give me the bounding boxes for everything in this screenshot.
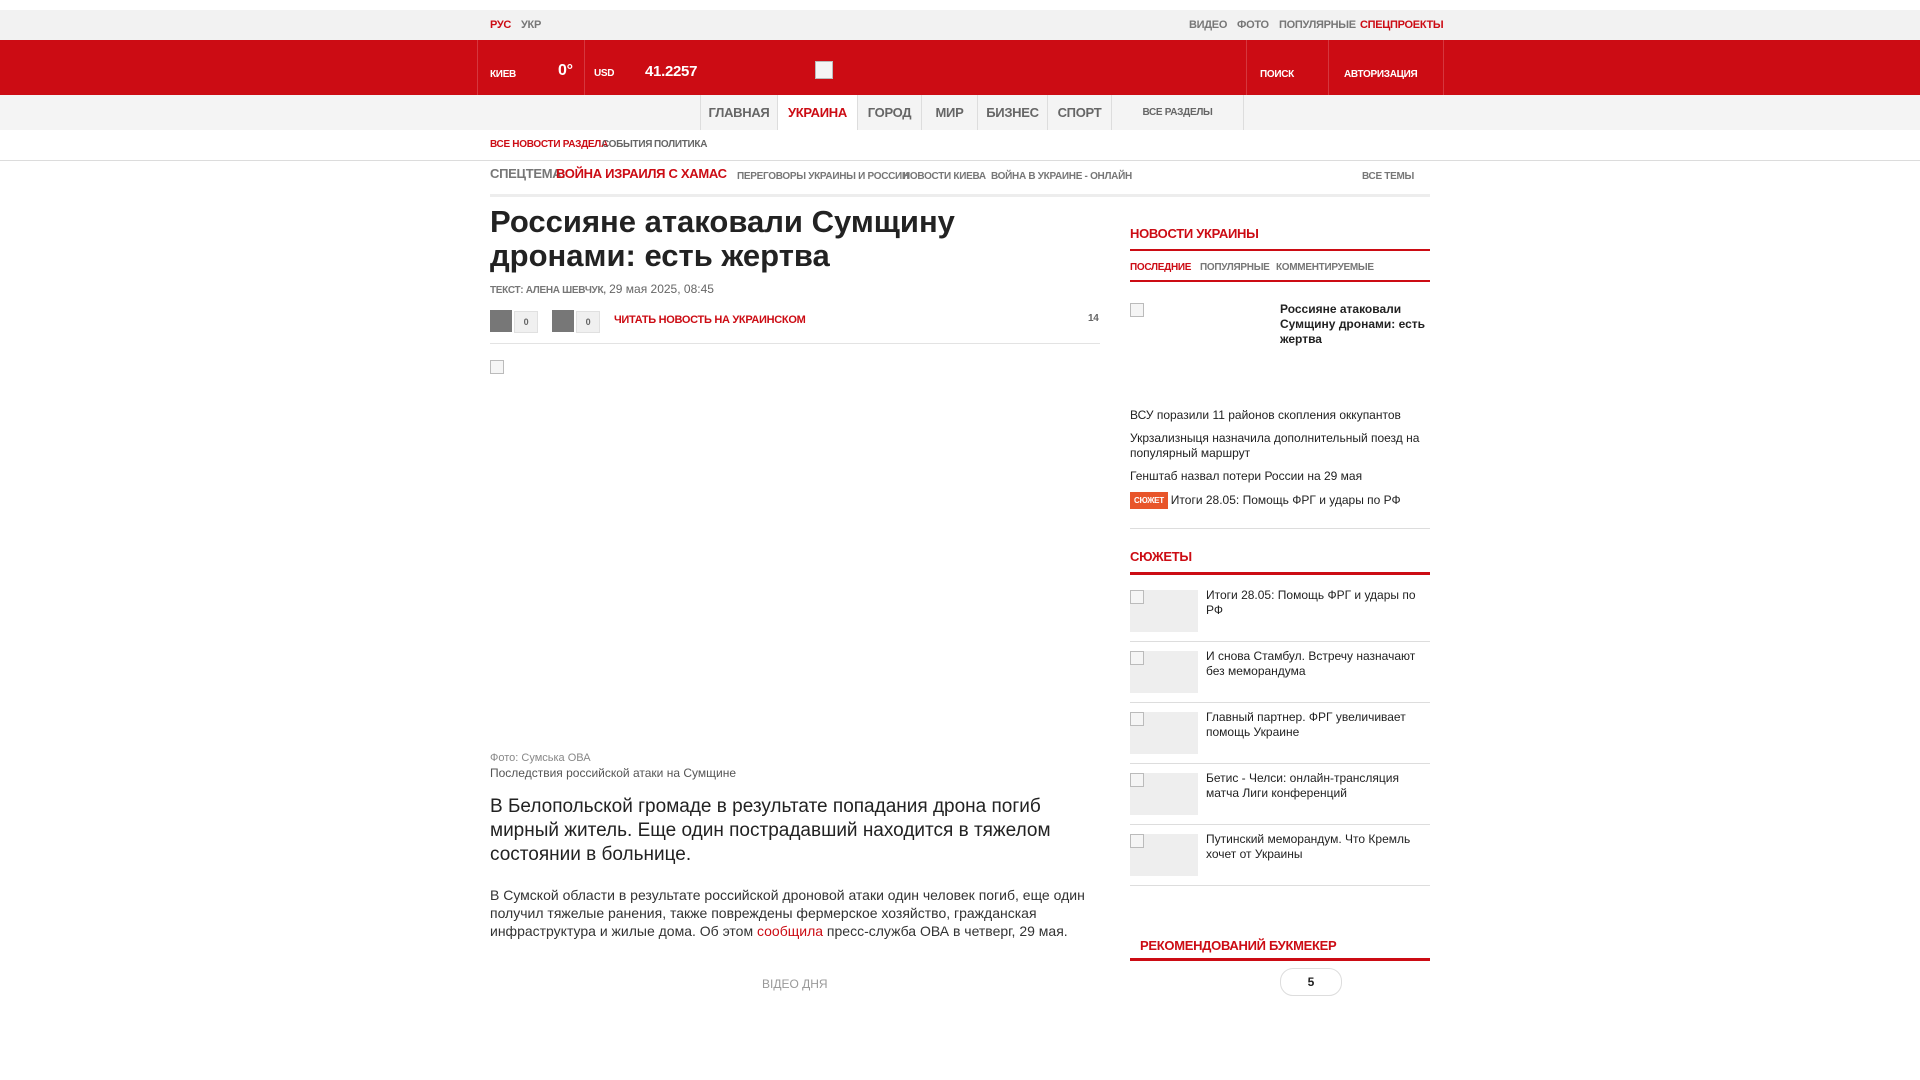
- header-bar: [0, 40, 1920, 95]
- share-facebook-button[interactable]: [490, 310, 512, 332]
- nav-all-sections[interactable]: ВСЕ РАЗДЕЛЫ: [1111, 95, 1244, 130]
- news-item[interactable]: Генштаб назвал потери России на 29 мая: [1130, 469, 1363, 483]
- story-item[interactable]: [1130, 641, 1430, 703]
- auth-button[interactable]: [1328, 40, 1444, 95]
- sidebar-news-heading: НОВОСТИ УКРАИНЫ: [1130, 226, 1259, 241]
- site-logo[interactable]: [815, 61, 833, 79]
- article-body: [490, 886, 1102, 940]
- section-subnav: [0, 130, 1920, 161]
- topic-kyiv-news-link[interactable]: НОВОСТИ КИЕВА: [903, 171, 986, 182]
- body-text-after: пресс-служба ОВА в четверг, 29 мая.: [823, 923, 1068, 939]
- news-item[interactable]: Укрзализныця назначила дополнительный поезд на популярный маршрут: [1130, 431, 1420, 460]
- main-nav: [0, 95, 1920, 131]
- video-link[interactable]: ВИДЕО: [1189, 19, 1228, 31]
- currency-label: USD: [594, 68, 615, 79]
- photo-caption: Последствия российской атаки на Сумщине: [490, 766, 736, 780]
- story-thumbnail: [1130, 773, 1198, 815]
- story-title: И снова Стамбул. Встречу назначают без меморандума: [1206, 649, 1416, 678]
- broken-image-icon: [490, 360, 504, 374]
- article-author: ТЕКСТ: АЛЕНА ШЕВЧУК,: [490, 285, 606, 296]
- story-title: Путинский меморандум. Что Кремль хочет от Украины: [1206, 832, 1411, 861]
- story-thumbnail: [1130, 651, 1198, 693]
- divider: [1130, 528, 1430, 529]
- nav-item-business[interactable]: БИЗНЕС: [977, 95, 1047, 130]
- news-item[interactable]: ВСУ поразили 11 районов скопления оккупантов: [1130, 408, 1401, 422]
- divider: [490, 343, 1100, 344]
- topic-war-online-link[interactable]: ВОЙНА В УКРАИНЕ - ОНЛАЙН: [991, 171, 1132, 182]
- story-item[interactable]: [1130, 702, 1430, 764]
- topic-main-link[interactable]: ВОЙНА ИЗРАИЛЯ С ХАМАС: [556, 166, 727, 181]
- bookmaker-rating-button[interactable]: 5: [1280, 968, 1342, 996]
- photo-credit: Фото: Сумська ОВА: [490, 752, 591, 764]
- views-count: 14: [1088, 313, 1099, 324]
- weather-widget[interactable]: [477, 40, 585, 95]
- currency-widget[interactable]: [584, 40, 705, 95]
- subnav-all-news[interactable]: ВСЕ НОВОСТИ РАЗДЕЛА: [490, 139, 608, 150]
- nav-item-main[interactable]: ГЛАВНАЯ: [700, 95, 777, 130]
- article-photo: [490, 360, 1100, 740]
- popular-link[interactable]: ПОПУЛЯРНЫЕ: [1279, 19, 1356, 31]
- nav-item-sport[interactable]: СПОРТ: [1047, 95, 1111, 130]
- article-byline: [490, 282, 714, 296]
- share-twitter-button[interactable]: [552, 310, 574, 332]
- broken-image-icon: [1130, 712, 1144, 726]
- story-thumbnail: [1130, 712, 1198, 754]
- divider: [1130, 572, 1430, 575]
- story-title: Главный партнер. ФРГ увеличивает помощь Украине: [1206, 710, 1406, 739]
- story-item[interactable]: [1130, 763, 1430, 825]
- share-twitter-count: 0: [576, 311, 600, 333]
- search-label: ПОИСК: [1260, 69, 1294, 80]
- topic-negotiations-link[interactable]: ПЕРЕГОВОРЫ УКРАИНЫ И РОССИИ: [737, 171, 909, 182]
- article-date: 29 мая 2025, 08:45: [609, 282, 714, 296]
- story-thumbnail: [1130, 834, 1198, 876]
- article-lead: В Белопольской громаде в результате попадания дрона погиб мирный житель. Еще один пострадавший находится в тяжелом состоянии в больнице.: [490, 796, 1051, 865]
- bookmaker-heading: РЕКОМЕНДОВАНИЙ БУКМЕКЕР: [1140, 938, 1337, 953]
- divider: [1130, 249, 1430, 251]
- broken-image-icon: [1130, 651, 1144, 665]
- tab-popular[interactable]: ПОПУЛЯРНЫЕ: [1200, 262, 1270, 273]
- special-topics-bar: [490, 160, 1430, 197]
- photo-link[interactable]: ФОТО: [1237, 19, 1269, 31]
- featured-news-image[interactable]: [1130, 303, 1270, 385]
- temperature: 0°: [558, 62, 573, 79]
- lang-ru-link[interactable]: РУС: [490, 19, 512, 31]
- subnav-politics[interactable]: ПОЛИТИКА: [654, 139, 708, 150]
- tab-latest[interactable]: ПОСЛЕДНИЕ: [1130, 262, 1192, 273]
- specprojects-link[interactable]: СПЕЦПРОЕКТЫ: [1360, 19, 1444, 31]
- lang-ua-link[interactable]: УКР: [521, 19, 541, 31]
- news-item-label: Итоги 28.05: Помощь ФРГ и удары по РФ: [1170, 493, 1401, 507]
- story-thumbnail: [1130, 590, 1198, 632]
- currency-rate: 41.2257: [645, 63, 698, 80]
- news-item[interactable]: [1130, 492, 1435, 509]
- body-text-before: В Сумской области в результате российской дроновой атаки один человек погиб, еще один получил тяжелые ранения, также повреждены фермерское хозяйство, гражданская инфраструктура и жилые дома. Об этом: [490, 887, 1085, 939]
- nav-item-world[interactable]: МИР: [921, 95, 977, 130]
- story-title: Итоги 28.05: Помощь ФРГ и удары по РФ: [1206, 588, 1416, 617]
- broken-image-icon: [1130, 773, 1144, 787]
- article-title: Россияне атаковали Сумщину дронами: есть жертва: [490, 204, 955, 273]
- nav-item-city[interactable]: ГОРОД: [857, 95, 921, 130]
- video-of-day-label: ВІДЕО ДНЯ: [762, 977, 828, 991]
- divider: [1130, 280, 1430, 282]
- top-utility-bar: [0, 10, 1920, 41]
- sidebar-stories-heading: СЮЖЕТЫ: [1130, 549, 1192, 564]
- nav-item-ukraine[interactable]: УКРАИНА: [777, 95, 857, 131]
- topics-label: СПЕЦТЕМА:: [490, 166, 566, 181]
- broken-image-icon: [1130, 303, 1144, 317]
- city-label: КИЕВ: [490, 69, 516, 80]
- broken-image-icon: [1130, 834, 1144, 848]
- broken-image-icon: [1130, 590, 1144, 604]
- share-facebook-count: 0: [514, 311, 538, 333]
- featured-news-title[interactable]: Россияне атаковали Сумщину дронами: есть жертва: [1280, 302, 1426, 346]
- search-button[interactable]: [1246, 40, 1329, 95]
- auth-label: АВТОРИЗАЦИЯ: [1344, 69, 1418, 80]
- source-link[interactable]: сообщила: [756, 923, 824, 939]
- read-ukrainian-link[interactable]: ЧИТАТЬ НОВОСТЬ НА УКРАИНСКОМ: [614, 314, 806, 326]
- story-item[interactable]: [1130, 824, 1430, 886]
- divider: [1130, 958, 1430, 961]
- story-badge: СЮЖЕТ: [1130, 492, 1168, 509]
- story-item[interactable]: [1130, 580, 1430, 642]
- tab-commented[interactable]: КОММЕНТИРУЕМЫЕ: [1276, 262, 1374, 273]
- subnav-events[interactable]: СОБЫТИЯ: [602, 139, 653, 150]
- all-topics-link[interactable]: ВСЕ ТЕМЫ: [1362, 171, 1415, 182]
- story-title: Бетис - Челси: онлайн-трансляция матча Лиги конференций: [1206, 771, 1400, 800]
